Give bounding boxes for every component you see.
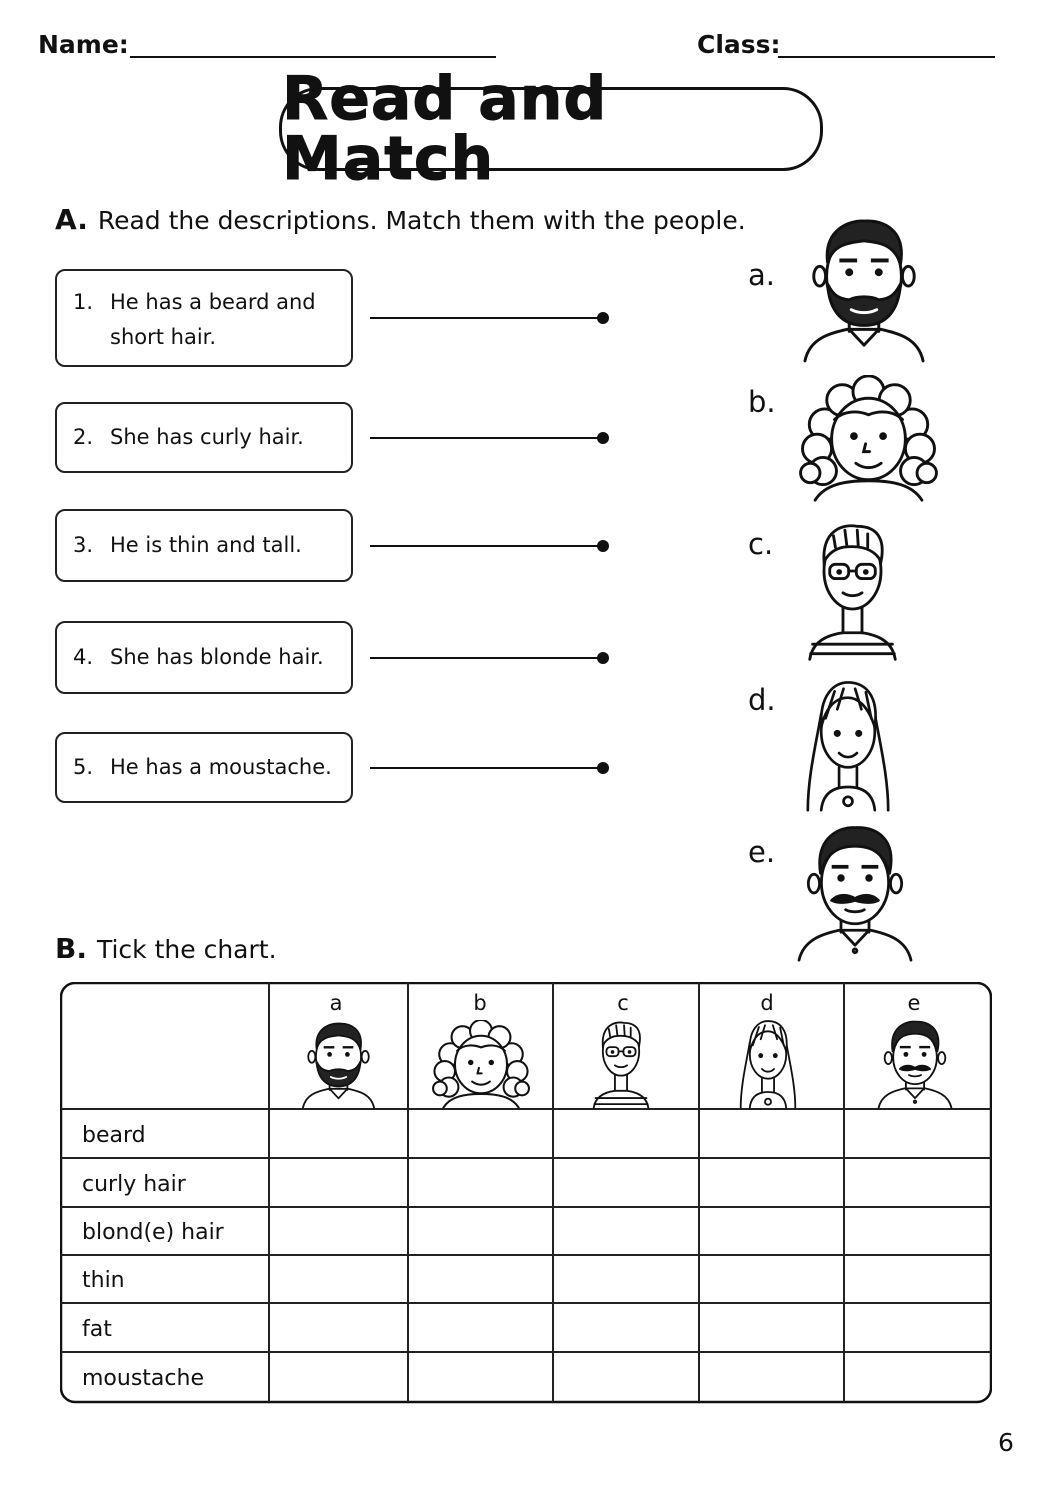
long-hair-girl-icon	[798, 678, 898, 812]
description-number: 1.	[73, 290, 94, 314]
tick-cell[interactable]	[701, 1354, 842, 1400]
description-number: 4.	[73, 645, 94, 669]
tick-cell[interactable]	[701, 1305, 842, 1350]
chart-row-label-beard: beard	[82, 1123, 146, 1148]
match-line-2[interactable]	[370, 437, 600, 439]
class-field[interactable]	[778, 56, 995, 58]
tick-cell[interactable]	[410, 1209, 551, 1253]
tick-cell[interactable]	[846, 1257, 989, 1301]
section-a-instruction: Read the descriptions. Match them with the people.	[97, 206, 746, 235]
tick-cell[interactable]	[555, 1209, 697, 1253]
tick-cell[interactable]	[271, 1257, 406, 1301]
name-label: Name:	[38, 30, 129, 59]
tick-chart	[60, 982, 992, 1404]
match-line-4[interactable]	[370, 657, 600, 659]
match-dot-3[interactable]	[597, 540, 609, 552]
moustache-man-icon	[788, 822, 922, 962]
description-box-2	[55, 402, 353, 473]
tick-cell[interactable]	[271, 1354, 406, 1400]
tick-cell[interactable]	[555, 1160, 697, 1205]
tick-cell[interactable]	[846, 1111, 989, 1156]
section-b-letter: B.	[55, 932, 87, 965]
class-label: Class:	[697, 30, 781, 59]
tick-cell[interactable]	[555, 1111, 697, 1156]
chart-row-label-moustache: moustache	[82, 1366, 204, 1391]
description-number: 2.	[73, 425, 94, 449]
person-letter-d: d.	[748, 683, 776, 717]
section-a-letter: A.	[55, 203, 88, 236]
bearded-man-icon	[800, 215, 928, 363]
person-letter-e: e.	[748, 835, 776, 869]
curly-hair-girl-icon	[786, 375, 951, 503]
curly-hair-girl-icon	[433, 1020, 529, 1108]
tick-cell[interactable]	[846, 1209, 989, 1253]
section-b-heading	[55, 932, 277, 965]
tick-cell[interactable]	[271, 1209, 406, 1253]
moustache-man-icon	[879, 1022, 952, 1108]
description-text: He has a beard and short hair.	[110, 290, 316, 349]
person-letter-c: c.	[748, 527, 774, 561]
tick-cell[interactable]	[701, 1160, 842, 1205]
match-dot-2[interactable]	[597, 432, 609, 444]
match-line-1[interactable]	[370, 317, 600, 319]
tick-cell[interactable]	[701, 1111, 842, 1156]
match-dot-5[interactable]	[597, 762, 609, 774]
tick-cell[interactable]	[555, 1257, 697, 1301]
tick-cell[interactable]	[271, 1111, 406, 1156]
tick-cell[interactable]	[701, 1209, 842, 1253]
chart-row-label-blonde-hair: blond(e) hair	[82, 1220, 224, 1245]
page-number: 6	[998, 1428, 1014, 1457]
tick-cell[interactable]	[410, 1354, 551, 1400]
match-line-3[interactable]	[370, 545, 600, 547]
chart-row-label-fat: fat	[82, 1317, 112, 1342]
bearded-man-icon	[303, 1024, 374, 1108]
tick-cell[interactable]	[846, 1160, 989, 1205]
description-box-3	[55, 509, 353, 582]
description-text: She has curly hair.	[110, 425, 304, 449]
description-box-5	[55, 732, 353, 803]
description-box-4	[55, 621, 353, 694]
person-letter-a: a.	[748, 258, 775, 292]
tick-cell[interactable]	[271, 1160, 406, 1205]
description-text: She has blonde hair.	[110, 645, 324, 669]
section-b-instruction: Tick the chart.	[96, 935, 277, 964]
chart-row-label-thin: thin	[82, 1268, 125, 1293]
tick-cell[interactable]	[846, 1354, 989, 1400]
match-dot-1[interactable]	[597, 312, 609, 324]
chart-col-header-b: b	[473, 991, 487, 1015]
name-field[interactable]	[130, 56, 496, 58]
description-text: He is thin and tall.	[110, 533, 302, 557]
chart-col-header-e: e	[907, 991, 921, 1015]
description-number: 3.	[73, 533, 94, 557]
tick-cell[interactable]	[410, 1160, 551, 1205]
tick-cell[interactable]	[555, 1354, 697, 1400]
chart-row-label-curly-hair: curly hair	[82, 1172, 186, 1197]
tick-cell[interactable]	[410, 1111, 551, 1156]
title-badge	[279, 64, 823, 194]
tick-cell[interactable]	[410, 1257, 551, 1301]
tick-cell[interactable]	[271, 1305, 406, 1350]
thin-boy-glasses-icon	[594, 1022, 649, 1107]
long-hair-girl-icon	[741, 1021, 796, 1108]
match-line-5[interactable]	[370, 767, 600, 769]
tick-cell[interactable]	[701, 1257, 842, 1301]
tick-cell[interactable]	[410, 1305, 551, 1350]
tick-cell[interactable]	[846, 1305, 989, 1350]
description-text: He has a moustache.	[110, 755, 332, 779]
chart-col-header-d: d	[760, 991, 774, 1015]
description-box-1	[55, 269, 353, 367]
chart-col-header-a: a	[329, 991, 343, 1015]
person-letter-b: b.	[748, 385, 776, 419]
chart-col-header-c: c	[617, 991, 629, 1015]
section-a-heading	[55, 203, 746, 236]
thin-boy-glasses-icon	[805, 515, 900, 665]
description-number: 5.	[73, 755, 94, 779]
match-dot-4[interactable]	[597, 652, 609, 664]
page-title: Read and Match	[282, 64, 608, 194]
tick-cell[interactable]	[555, 1305, 697, 1350]
